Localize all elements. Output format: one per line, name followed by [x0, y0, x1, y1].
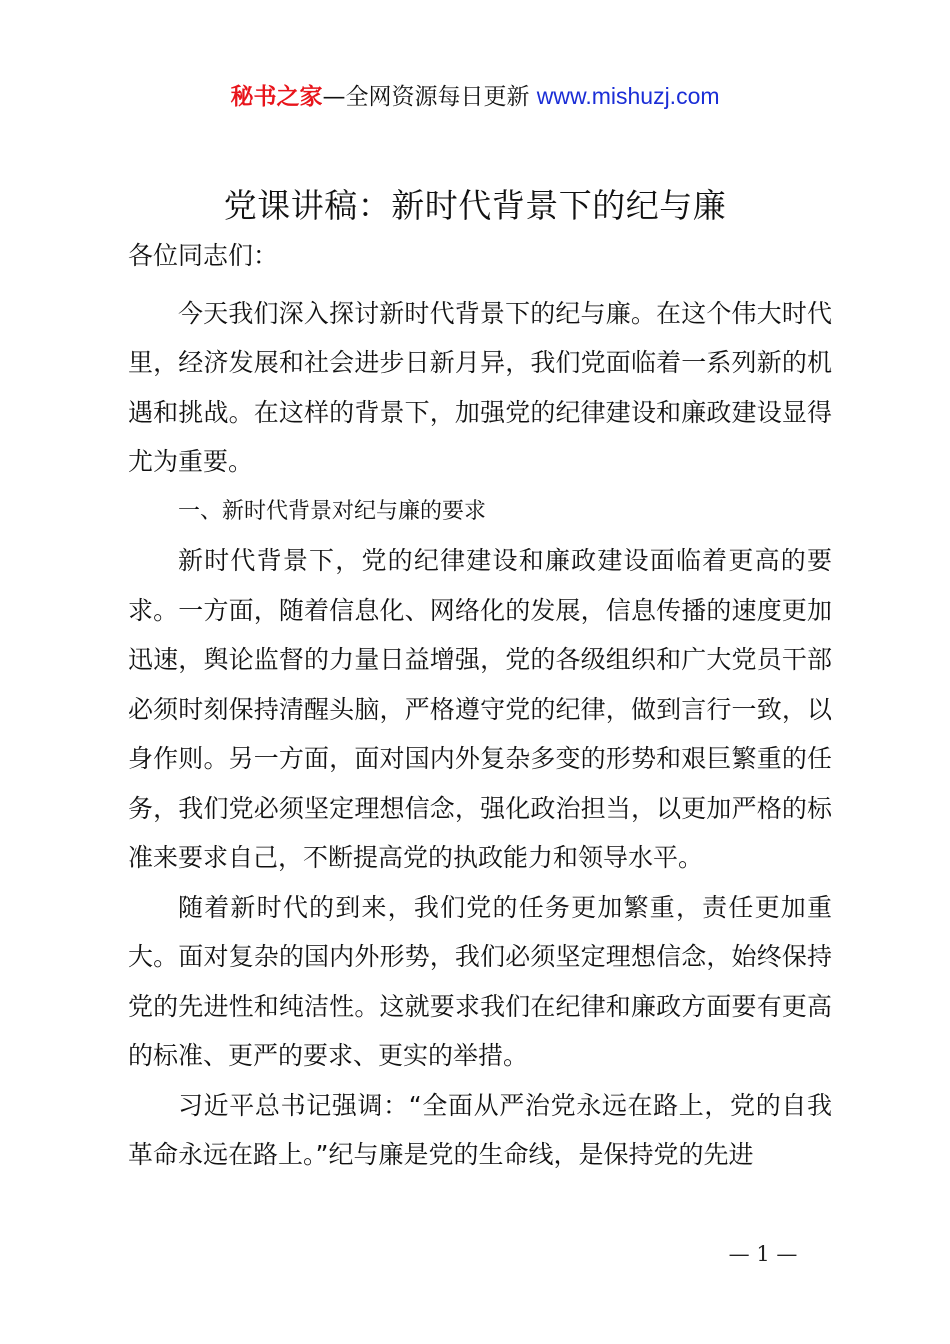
paragraph-quote: 习近平总书记强调：“全面从严治党永远在路上，党的自我革命永远在路上。”纪与廉是党的生命线，是保持党的先进	[128, 1090, 832, 1169]
document-body	[128, 231, 832, 1180]
brand-name: 秘书之家	[230, 84, 323, 110]
site-url-link[interactable]: www.mishuzj.com	[536, 83, 720, 109]
header-tagline: —全网资源每日更新	[322, 84, 530, 110]
paragraph-requirements: 新时代背景下，党的纪律建设和廉政建设面临着更高的要求。一方面，随着信息化、网络化的发展，信息传播的速度更加迅速，舆论监督的力量日益增强，党的各级组织和广大党员干部必须时刻保持清醒头脑，严格遵守党的纪律，做到言行一致，以身作则。另一方面，面对国内外复杂多变的形势和艰巨繁重的任务，我们党必须坚定理想信念，强化政治担当，以更加严格的标准来要求自己，不断提高党的执政能力和领导水平。	[128, 546, 832, 872]
page-number: — 1 —	[728, 1242, 798, 1266]
salutation: 各位同志们：	[128, 241, 279, 270]
site-header	[0, 80, 950, 113]
paragraph-intro: 今天我们深入探讨新时代背景下的纪与廉。在这个伟大时代里，经济发展和社会进步日新月异，我们党面临着一系列新的机遇和挑战。在这样的背景下，加强党的纪律建设和廉政建设显得尤为重要。	[128, 298, 832, 476]
document-title: 党课讲稿：新时代背景下的纪与廉	[223, 186, 727, 225]
paragraph-new-era: 随着新时代的到来，我们党的任务更加繁重，责任更加重大。面对复杂的国内外形势，我们必须坚定理想信念，始终保持党的先进性和纯洁性。这就要求我们在纪律和廉政方面要有更高的标准、更严的要求、更实的举措。	[128, 892, 832, 1070]
section-heading-1: 一、新时代背景对纪与廉的要求	[178, 498, 487, 524]
